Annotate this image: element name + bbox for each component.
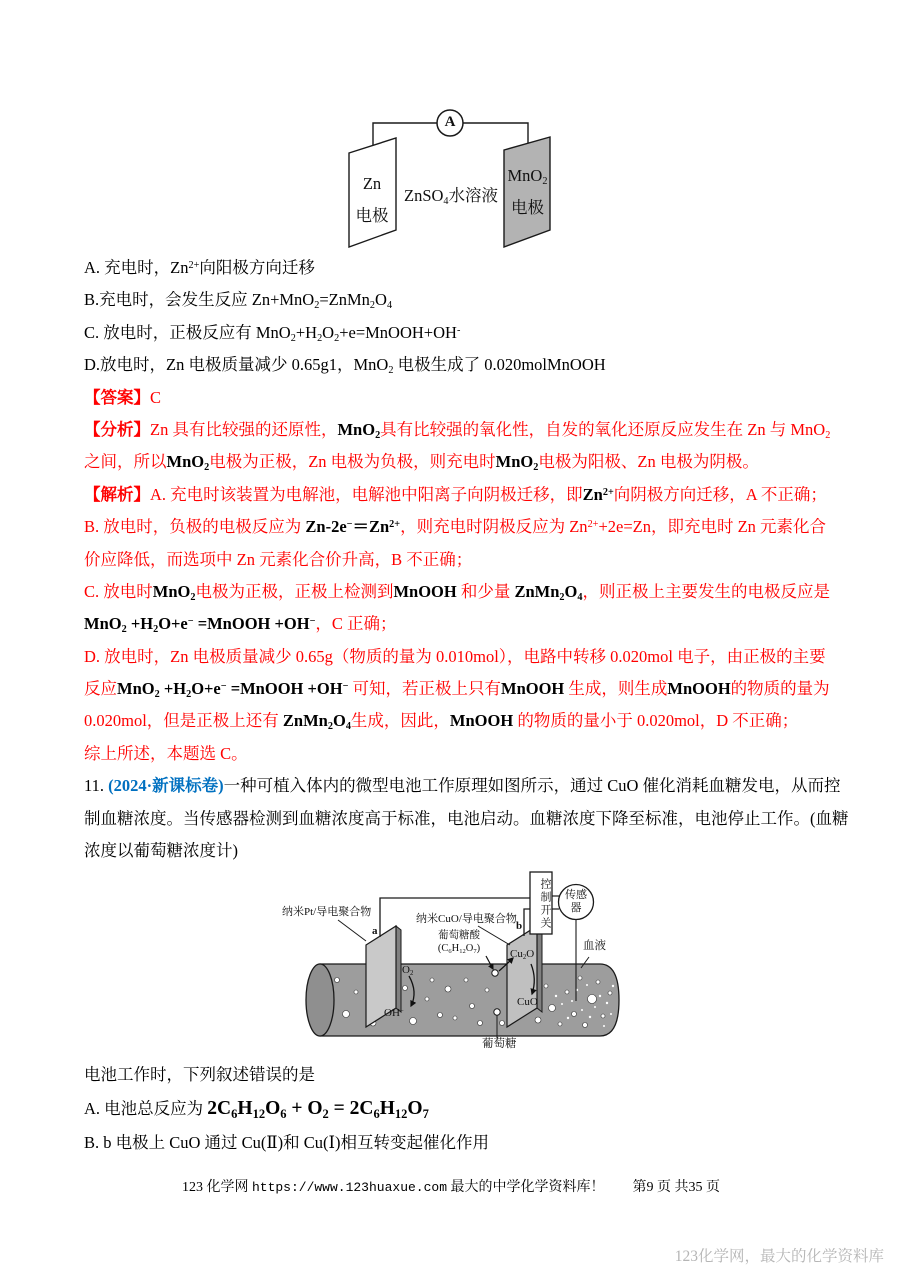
text-line: [500, 166, 555, 198]
vessel-end-cap: [306, 964, 334, 1036]
text-run: 4: [345, 721, 351, 733]
blood-vessel: [320, 964, 619, 1036]
text-line: [84, 284, 824, 316]
text-run: 12: [252, 1106, 266, 1121]
text-run: O: [375, 290, 387, 310]
text-line: [84, 479, 827, 511]
text-run: 2: [375, 429, 381, 441]
text-run: 的物质的量为: [730, 679, 830, 699]
text-run: 电极生成了 0.020molMnOOH: [393, 355, 606, 375]
text-run: Zn: [362, 174, 382, 193]
text-run: 2: [186, 688, 192, 700]
text-run: O: [465, 943, 474, 954]
text-run: MnO: [337, 419, 376, 439]
sensor-label: 传感器: [565, 889, 587, 914]
text-line: [402, 964, 413, 978]
text-run: 2+: [389, 519, 401, 531]
text-line: [396, 186, 506, 218]
text-run: 2: [154, 688, 160, 700]
text-run: Zn: [582, 484, 603, 504]
text-run: 12: [459, 947, 466, 955]
text-run: 6: [373, 1106, 380, 1121]
text-line: [84, 738, 824, 770]
text-run: 2: [290, 332, 296, 344]
text-line: [84, 608, 824, 640]
text-line: [384, 1007, 404, 1021]
cu2o-label: [510, 948, 534, 962]
page-footer: [0, 1178, 902, 1198]
text-line: [510, 948, 534, 962]
text-run: Zn 具有比较强的还原性，: [150, 419, 338, 439]
text-line: [84, 382, 824, 414]
text-run: O+e: [158, 614, 188, 634]
question11-options: [84, 1058, 824, 1160]
text-run: ，则正极上主要发生的电极反应是: [582, 581, 830, 601]
glucose-cell-diagram: [280, 868, 640, 1063]
text-run: −: [309, 616, 316, 628]
text-run: MnO: [84, 614, 122, 634]
text-run: ): [476, 943, 481, 954]
text-line: [84, 446, 824, 478]
nano-cuo-label: 纳米CuO/导电聚合物: [416, 913, 517, 925]
question10-options: [84, 252, 824, 382]
text-run: 4: [386, 300, 393, 312]
text-run: O: [322, 322, 335, 342]
text-run: 浓度以葡萄糖浓度计): [84, 841, 238, 861]
pointer-pt-label: [338, 920, 366, 941]
text-run: 12: [394, 1106, 408, 1121]
nano-pt-label: 纳米Pt/导电聚合物: [282, 906, 372, 918]
text-run: MnO: [152, 581, 191, 601]
text-run: 6: [448, 947, 452, 955]
text-run: =MnOOH +OH: [193, 614, 310, 634]
text-line: [84, 770, 841, 802]
text-run: 水溶液: [448, 186, 499, 205]
text-run: B. 放电时，负极的电极反应为: [84, 517, 306, 537]
text-run: 和少量: [456, 581, 515, 601]
text-line: [84, 705, 824, 737]
text-run: 2: [322, 1106, 329, 1121]
text-run: 2: [317, 332, 323, 344]
text-run: 具有比较强的氧化性，自发的氧化还原反应发生在 Zn 与 MnO: [380, 419, 826, 439]
text-line: [84, 641, 824, 673]
text-line: [84, 1058, 824, 1092]
text-run: = 2C: [328, 1098, 374, 1119]
zinc-battery-diagram: [330, 100, 610, 260]
gluconic-acid-dot: [492, 970, 498, 976]
text-run: 电极为阳极、Zn 电极为阴极。: [538, 452, 759, 472]
text-run: 4: [443, 195, 449, 207]
control-switch-label: 控制开关: [539, 878, 551, 930]
text-run: 2: [334, 332, 340, 344]
text-run: −: [346, 519, 353, 531]
text-line: [84, 317, 824, 349]
text-run: 第9 页 共35 页: [604, 1180, 721, 1195]
text-run: MnOOH: [667, 679, 731, 699]
text-run: 6: [231, 1106, 238, 1121]
text-run: Cu: [510, 948, 523, 960]
text-run: 2: [314, 300, 320, 312]
text-run: O: [332, 711, 346, 731]
text-run: MnO: [117, 679, 155, 699]
text-run: (2024·新课标卷): [108, 776, 224, 796]
text-line: [428, 942, 490, 956]
text-run: C 正确；: [331, 614, 397, 634]
text-run: 最大的中学化学资料库！: [447, 1180, 605, 1195]
gluconic-acid-label: [428, 929, 490, 956]
text-run: 一种可植入体内的微型电池工作原理如图所示，通过 CuO 催化消耗血糖发电，从而控: [223, 776, 841, 796]
text-run: + O: [286, 1098, 323, 1119]
text-run: +H: [126, 614, 154, 634]
text-run: 2: [369, 300, 376, 312]
text-run: A. 电池总反应为: [84, 1099, 208, 1118]
text-run: Zn-2e: [305, 517, 347, 537]
text-run: ZnMn: [514, 581, 560, 601]
text-run: 电极为正极，Zn 电极为负极，则充电时: [209, 452, 496, 472]
text-run: 2: [388, 365, 394, 377]
text-line: [84, 349, 824, 381]
electrode-a-edge: [396, 926, 401, 1012]
text-run: 之间，所以: [84, 452, 167, 472]
text-run: +H: [295, 322, 318, 342]
text-run: C: [150, 387, 162, 407]
text-run: +2e=Zn，即充电时 Zn 元素化合: [598, 517, 827, 537]
text-run: 6: [280, 1106, 287, 1121]
text-run: A. 充电时该装置为电解池，电解池中阳离子向阴极迁移，即: [150, 484, 583, 504]
blood-label: 血液: [583, 940, 606, 952]
text-run: 价应降低，而选项中 Zn 元素化合价升高，B 不正确；: [84, 549, 473, 569]
text-run: O: [265, 1098, 281, 1119]
question11-stem: [84, 770, 849, 867]
text-line: [0, 1178, 902, 1198]
o2-label: [402, 964, 413, 978]
zn-electrode-label: [346, 174, 398, 239]
text-run: 【答案】: [84, 387, 150, 407]
text-run: 123 化学网: [181, 1180, 252, 1195]
text-line: [84, 414, 831, 446]
text-run: 电极为正极，正极上检测到: [195, 581, 394, 601]
text-run: 2: [190, 591, 196, 603]
text-run: +e=MnOOH+OH: [339, 322, 457, 342]
text-run: 4: [577, 591, 583, 603]
watermark: 123化学网，最大的化学资料库: [674, 1248, 884, 1265]
text-run: 葡萄糖酸: [438, 930, 480, 941]
text-run: ZnMn: [282, 711, 328, 731]
text-run: 生成，则生成: [564, 679, 668, 699]
text-run: 反应: [84, 679, 117, 699]
text-line: [84, 576, 830, 608]
text-run: 2+: [602, 486, 614, 498]
text-run: 2: [204, 462, 210, 474]
text-line: [84, 673, 830, 705]
text-line: [84, 835, 824, 867]
text-run: O: [564, 581, 578, 601]
text-line: [84, 511, 827, 543]
text-run: MnO: [495, 452, 534, 472]
text-run: O: [407, 1098, 423, 1119]
text-run: 2: [542, 175, 548, 187]
text-run: O+e: [191, 679, 221, 699]
text-line: [84, 1126, 824, 1160]
text-line: [500, 198, 555, 230]
text-line: [84, 252, 824, 284]
electrode-a-label: a: [372, 925, 378, 937]
text-line: [428, 929, 490, 942]
text-run: C. 放电时: [84, 581, 153, 601]
text-run: MnOOH: [393, 581, 457, 601]
text-line: [346, 206, 398, 238]
text-run: 2: [533, 462, 539, 474]
text-run: O: [402, 964, 410, 976]
text-run: 的物质的量小于 0.020mol，D 不正确；: [513, 711, 799, 731]
text-run: -: [456, 324, 461, 336]
text-run: ，则充电时阴极反应为 Zn: [400, 517, 588, 537]
text-run: 7: [422, 1106, 429, 1121]
text-run: 电极: [511, 198, 544, 218]
text-line: [84, 803, 849, 835]
text-run: 2: [522, 953, 527, 961]
text-run: 0.020mol，但是正极上还有: [84, 711, 283, 731]
text-run: 【解析】: [84, 484, 150, 504]
text-run: +H: [159, 679, 187, 699]
text-run: =MnOOH +OH: [226, 679, 343, 699]
text-run: 2: [559, 591, 565, 603]
text-line: [84, 1092, 824, 1126]
text-run: https://www.123huaxue.com: [251, 1180, 448, 1195]
oh-label: [384, 1007, 404, 1021]
text-run: 2: [825, 429, 831, 441]
text-run: 2: [153, 624, 159, 636]
text-run: 可知，若正极上只有: [348, 679, 502, 699]
text-run: B.充电时，会发生反应 Zn+MnO: [84, 290, 315, 310]
text-run: H: [379, 1098, 395, 1119]
text-run: 2: [121, 624, 127, 636]
text-run: MnO: [507, 166, 543, 185]
text-run: −: [187, 616, 194, 628]
text-run: 电池工作时，下列叙述错误的是: [84, 1065, 315, 1084]
electrode-b-label: b: [516, 920, 523, 932]
text-run: 生成，因此，: [350, 711, 450, 731]
text-run: ，: [315, 614, 332, 634]
ammeter-label: A: [444, 114, 456, 130]
text-run: 制血糖浓度。当传感器检测到血糖浓度高于标准，电池启动。血糖浓度下降至标准，电池停止工作。(血糖: [84, 808, 849, 828]
text-run: A. 充电时，Zn: [84, 258, 189, 277]
question10-content: [84, 252, 849, 867]
text-run: ZnSO: [403, 186, 444, 205]
text-run: 综上所述，本题选 C。: [84, 743, 248, 763]
glucose-label: 葡萄糖: [482, 1038, 517, 1050]
text-run: 电极: [355, 206, 389, 226]
text-run: 【分析】: [84, 419, 150, 439]
text-line: [346, 174, 398, 206]
answer-section: [84, 382, 824, 414]
text-run: O: [526, 948, 535, 960]
text-run: 2C: [207, 1098, 232, 1119]
text-run: ＝Zn: [352, 517, 390, 537]
wire-right: [463, 123, 528, 144]
solution-label: [396, 186, 506, 218]
explanation-section: [84, 479, 830, 771]
text-run: H: [451, 943, 460, 954]
text-run: (C: [437, 943, 449, 954]
text-run: −: [342, 681, 349, 693]
text-run: MnOOH: [449, 711, 514, 731]
text-run: 11.: [84, 776, 109, 796]
text-line: [84, 544, 824, 576]
text-run: 7: [473, 947, 477, 955]
text-run: B. b 电极上 CuO 通过 Cu(Ⅱ)和 Cu(Ⅰ)相互转变起催化作用: [84, 1133, 490, 1152]
text-run: 2: [327, 721, 333, 733]
text-run: 向阳极方向迁移: [199, 258, 315, 277]
text-run: C. 放电时，正极反应有 MnO: [84, 322, 291, 342]
text-run: 2: [409, 969, 414, 977]
cuo-label: CuO: [517, 996, 538, 1008]
text-run: −: [220, 681, 227, 693]
text-run: −: [399, 1007, 404, 1015]
text-run: MnO: [166, 452, 205, 472]
text-run: D. 放电时，Zn 电极质量减少 0.65g（物质的量为 0.010mol），电路中转移 0.020mol 电子，由正极的主要: [84, 646, 826, 666]
text-run: H: [237, 1098, 253, 1119]
text-run: MnOOH: [501, 679, 565, 699]
glucose-dot: [494, 1009, 500, 1015]
text-run: 2+: [587, 519, 599, 531]
mno2-electrode-label: [500, 166, 555, 231]
analysis-section: [84, 414, 831, 479]
text-run: D.放电时，Zn 电极质量减少 0.65g1，MnO: [84, 355, 389, 375]
text-run: =ZnMn: [319, 290, 370, 310]
text-run: 2+: [188, 260, 200, 272]
text-run: 向阴极方向迁移，A 不正确；: [613, 484, 827, 504]
text-run: OH: [384, 1007, 400, 1019]
